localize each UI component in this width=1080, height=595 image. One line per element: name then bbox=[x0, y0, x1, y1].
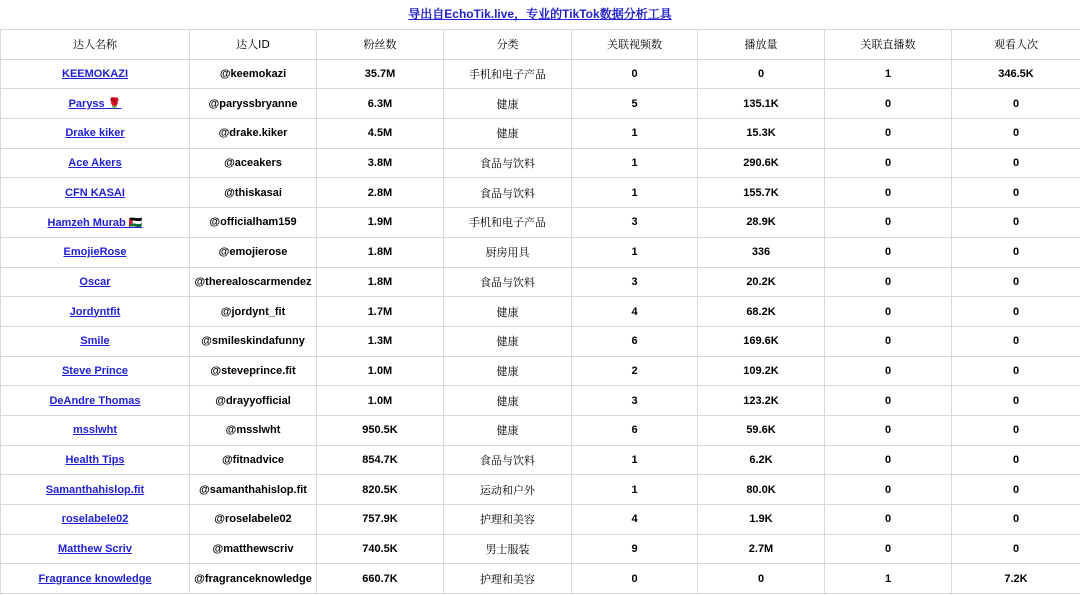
viewers-cell: 0 bbox=[952, 505, 1080, 535]
table-row bbox=[1, 564, 1080, 594]
linked-lives-cell: 0 bbox=[825, 119, 952, 149]
category-cell: 健康 bbox=[444, 386, 572, 416]
creator-name-cell bbox=[1, 475, 190, 505]
header-linked-lives: 关联直播数 bbox=[825, 30, 952, 60]
linked-videos-cell: 2 bbox=[572, 356, 698, 386]
influencer-table bbox=[0, 29, 1080, 594]
export-banner bbox=[0, 0, 1080, 29]
followers-cell: 757.9K bbox=[317, 505, 444, 535]
creator-name-link[interactable]: Smile bbox=[80, 335, 110, 348]
header-creator-id: 达人ID bbox=[190, 30, 317, 60]
creator-id-cell: @fragranceknowledge bbox=[190, 564, 317, 594]
creator-name-link[interactable]: roselabele02 bbox=[61, 513, 129, 526]
creator-name-cell bbox=[1, 445, 190, 475]
followers-cell: 1.8M bbox=[317, 237, 444, 267]
viewers-cell: 0 bbox=[952, 148, 1080, 178]
creator-id-cell: @keemokazi bbox=[190, 59, 317, 89]
creator-name-cell bbox=[1, 564, 190, 594]
linked-videos-cell: 0 bbox=[572, 564, 698, 594]
plays-cell: 28.9K bbox=[698, 208, 825, 238]
table-row bbox=[1, 445, 1080, 475]
followers-cell: 1.9M bbox=[317, 208, 444, 238]
banner-brand: TikTok bbox=[562, 7, 600, 21]
followers-cell: 854.7K bbox=[317, 445, 444, 475]
header-linked-videos: 关联视频数 bbox=[572, 30, 698, 60]
table-row bbox=[1, 267, 1080, 297]
header-category: 分类 bbox=[444, 30, 572, 60]
table-row bbox=[1, 386, 1080, 416]
viewers-cell: 346.5K bbox=[952, 59, 1080, 89]
creator-id-cell: @thiskasai bbox=[190, 178, 317, 208]
creator-id-cell: @emojierose bbox=[190, 237, 317, 267]
linked-lives-cell: 0 bbox=[825, 89, 952, 119]
linked-lives-cell: 0 bbox=[825, 237, 952, 267]
creator-id-cell: @samanthahislop.fit bbox=[190, 475, 317, 505]
linked-videos-cell: 3 bbox=[572, 267, 698, 297]
linked-videos-cell: 3 bbox=[572, 386, 698, 416]
creator-name-link[interactable]: EmojieRose bbox=[63, 246, 127, 259]
header-viewers: 观看人次 bbox=[952, 30, 1080, 60]
creator-id-cell: @therealoscarmendez bbox=[190, 267, 317, 297]
linked-videos-cell: 1 bbox=[572, 119, 698, 149]
plays-cell: 2.7M bbox=[698, 534, 825, 564]
category-cell: 食品与饮料 bbox=[444, 445, 572, 475]
viewers-cell: 0 bbox=[952, 386, 1080, 416]
creator-name-link[interactable]: Steve Prince bbox=[61, 364, 129, 377]
linked-videos-cell: 5 bbox=[572, 89, 698, 119]
creator-id-cell: @paryssbryanne bbox=[190, 89, 317, 119]
table-row bbox=[1, 208, 1080, 238]
plays-cell: 80.0K bbox=[698, 475, 825, 505]
creator-name-cell bbox=[1, 59, 190, 89]
linked-videos-cell: 4 bbox=[572, 505, 698, 535]
plays-cell: 155.7K bbox=[698, 178, 825, 208]
linked-videos-cell: 3 bbox=[572, 208, 698, 238]
plays-cell: 336 bbox=[698, 237, 825, 267]
category-cell: 健康 bbox=[444, 89, 572, 119]
creator-name-cell bbox=[1, 237, 190, 267]
linked-lives-cell: 0 bbox=[825, 505, 952, 535]
banner-site: EchoTik.live bbox=[444, 7, 515, 21]
creator-name-link[interactable]: msslwht bbox=[72, 424, 117, 437]
viewers-cell: 0 bbox=[952, 415, 1080, 445]
followers-cell: 4.5M bbox=[317, 119, 444, 149]
category-cell: 手机和电子产品 bbox=[444, 59, 572, 89]
echotik-link[interactable] bbox=[408, 7, 671, 21]
creator-name-cell bbox=[1, 356, 190, 386]
header-followers: 粉丝数 bbox=[317, 30, 444, 60]
followers-cell: 35.7M bbox=[317, 59, 444, 89]
creator-name-cell bbox=[1, 89, 190, 119]
category-cell: 健康 bbox=[444, 297, 572, 327]
linked-lives-cell: 1 bbox=[825, 59, 952, 89]
creator-id-cell: @drayyofficial bbox=[190, 386, 317, 416]
plays-cell: 169.6K bbox=[698, 326, 825, 356]
table-row bbox=[1, 326, 1080, 356]
followers-cell: 6.3M bbox=[317, 89, 444, 119]
table-row bbox=[1, 119, 1080, 149]
followers-cell: 1.7M bbox=[317, 297, 444, 327]
category-cell: 健康 bbox=[444, 119, 572, 149]
banner-suffix: 数据分析工具 bbox=[599, 7, 672, 21]
viewers-cell: 0 bbox=[952, 534, 1080, 564]
creator-name-link[interactable]: Ace Akers bbox=[68, 157, 122, 170]
followers-cell: 2.8M bbox=[317, 178, 444, 208]
linked-lives-cell: 0 bbox=[825, 267, 952, 297]
viewers-cell: 0 bbox=[952, 208, 1080, 238]
linked-videos-cell: 0 bbox=[572, 59, 698, 89]
linked-videos-cell: 4 bbox=[572, 297, 698, 327]
category-cell: 健康 bbox=[444, 356, 572, 386]
creator-name-cell bbox=[1, 326, 190, 356]
plays-cell: 15.3K bbox=[698, 119, 825, 149]
linked-videos-cell: 1 bbox=[572, 178, 698, 208]
creator-name-link[interactable]: Oscar bbox=[79, 275, 111, 288]
creator-name-link[interactable]: DeAndre Thomas bbox=[49, 394, 141, 407]
creator-name-cell bbox=[1, 119, 190, 149]
category-cell: 手机和电子产品 bbox=[444, 208, 572, 238]
category-cell: 护理和美容 bbox=[444, 505, 572, 535]
creator-id-cell: @steveprince.fit bbox=[190, 356, 317, 386]
table-row bbox=[1, 415, 1080, 445]
category-cell: 护理和美容 bbox=[444, 564, 572, 594]
header-creator-name: 达人名称 bbox=[1, 30, 190, 60]
linked-lives-cell: 0 bbox=[825, 534, 952, 564]
table-row bbox=[1, 297, 1080, 327]
creator-id-cell: @roselabele02 bbox=[190, 505, 317, 535]
plays-cell: 68.2K bbox=[698, 297, 825, 327]
linked-lives-cell: 0 bbox=[825, 386, 952, 416]
viewers-cell: 0 bbox=[952, 178, 1080, 208]
linked-lives-cell: 0 bbox=[825, 148, 952, 178]
viewers-cell: 0 bbox=[952, 356, 1080, 386]
creator-name-cell bbox=[1, 267, 190, 297]
category-cell: 健康 bbox=[444, 326, 572, 356]
table-row bbox=[1, 356, 1080, 386]
plays-cell: 135.1K bbox=[698, 89, 825, 119]
followers-cell: 660.7K bbox=[317, 564, 444, 594]
table-row bbox=[1, 237, 1080, 267]
linked-lives-cell: 0 bbox=[825, 356, 952, 386]
category-cell: 厨房用具 bbox=[444, 237, 572, 267]
creator-name-link[interactable]: Jordyntfit bbox=[69, 305, 121, 318]
creator-name-cell bbox=[1, 297, 190, 327]
viewers-cell: 0 bbox=[952, 119, 1080, 149]
linked-lives-cell: 0 bbox=[825, 415, 952, 445]
viewers-cell: 7.2K bbox=[952, 564, 1080, 594]
linked-lives-cell: 0 bbox=[825, 445, 952, 475]
creator-name-link[interactable]: CFN KASAI bbox=[65, 186, 125, 199]
table-header-row bbox=[1, 30, 1080, 60]
table-body bbox=[1, 59, 1080, 593]
linked-videos-cell: 6 bbox=[572, 415, 698, 445]
viewers-cell: 0 bbox=[952, 237, 1080, 267]
plays-cell: 1.9K bbox=[698, 505, 825, 535]
viewers-cell: 0 bbox=[952, 475, 1080, 505]
category-cell: 健康 bbox=[444, 415, 572, 445]
table-row bbox=[1, 534, 1080, 564]
banner-prefix: 导出自 bbox=[408, 7, 445, 21]
creator-name-link[interactable]: Paryss 🌹 bbox=[68, 98, 122, 111]
category-cell: 食品与饮料 bbox=[444, 148, 572, 178]
creator-name-link[interactable]: Fragrance knowledge bbox=[38, 572, 152, 585]
category-cell: 运动和户外 bbox=[444, 475, 572, 505]
creator-id-cell: @smileskindafunny bbox=[190, 326, 317, 356]
table-row bbox=[1, 59, 1080, 89]
plays-cell: 6.2K bbox=[698, 445, 825, 475]
viewers-cell: 0 bbox=[952, 267, 1080, 297]
creator-name-cell bbox=[1, 534, 190, 564]
viewers-cell: 0 bbox=[952, 326, 1080, 356]
category-cell: 男士服装 bbox=[444, 534, 572, 564]
linked-lives-cell: 0 bbox=[825, 475, 952, 505]
creator-name-link[interactable]: Hamzeh Murab 🇵🇸 bbox=[47, 216, 143, 229]
viewers-cell: 0 bbox=[952, 297, 1080, 327]
viewers-cell: 0 bbox=[952, 445, 1080, 475]
followers-cell: 820.5K bbox=[317, 475, 444, 505]
linked-videos-cell: 1 bbox=[572, 148, 698, 178]
category-cell: 食品与饮料 bbox=[444, 178, 572, 208]
linked-lives-cell: 0 bbox=[825, 178, 952, 208]
linked-videos-cell: 1 bbox=[572, 475, 698, 505]
followers-cell: 1.3M bbox=[317, 326, 444, 356]
linked-lives-cell: 0 bbox=[825, 208, 952, 238]
followers-cell: 1.0M bbox=[317, 386, 444, 416]
creator-name-link[interactable]: Drake kiker bbox=[65, 127, 125, 140]
linked-videos-cell: 9 bbox=[572, 534, 698, 564]
table-row bbox=[1, 178, 1080, 208]
creator-id-cell: @jordynt_fit bbox=[190, 297, 317, 327]
creator-name-cell bbox=[1, 148, 190, 178]
creator-id-cell: @msslwht bbox=[190, 415, 317, 445]
linked-lives-cell: 0 bbox=[825, 326, 952, 356]
creator-id-cell: @matthewscriv bbox=[190, 534, 317, 564]
followers-cell: 1.0M bbox=[317, 356, 444, 386]
creator-id-cell: @officialham159 bbox=[190, 208, 317, 238]
creator-id-cell: @fitnadvice bbox=[190, 445, 317, 475]
creator-name-link[interactable]: KEEMOKAZI bbox=[62, 68, 128, 81]
plays-cell: 0 bbox=[698, 59, 825, 89]
plays-cell: 59.6K bbox=[698, 415, 825, 445]
viewers-cell: 0 bbox=[952, 89, 1080, 119]
followers-cell: 950.5K bbox=[317, 415, 444, 445]
table-row bbox=[1, 89, 1080, 119]
creator-name-link[interactable]: Health Tips bbox=[65, 453, 125, 466]
linked-lives-cell: 1 bbox=[825, 564, 952, 594]
creator-name-link[interactable]: Samanthahislop.fit bbox=[45, 483, 145, 496]
followers-cell: 740.5K bbox=[317, 534, 444, 564]
plays-cell: 123.2K bbox=[698, 386, 825, 416]
creator-name-link[interactable]: Matthew Scriv bbox=[58, 543, 132, 556]
category-cell: 食品与饮料 bbox=[444, 267, 572, 297]
plays-cell: 20.2K bbox=[698, 267, 825, 297]
plays-cell: 109.2K bbox=[698, 356, 825, 386]
followers-cell: 1.8M bbox=[317, 267, 444, 297]
banner-middle: ，专业的 bbox=[514, 7, 563, 21]
creator-id-cell: @aceakers bbox=[190, 148, 317, 178]
creator-name-cell bbox=[1, 505, 190, 535]
creator-name-cell bbox=[1, 415, 190, 445]
linked-lives-cell: 0 bbox=[825, 297, 952, 327]
header-plays: 播放量 bbox=[698, 30, 825, 60]
linked-videos-cell: 1 bbox=[572, 445, 698, 475]
creator-name-cell bbox=[1, 178, 190, 208]
table-row bbox=[1, 505, 1080, 535]
creator-id-cell: @drake.kiker bbox=[190, 119, 317, 149]
table-row bbox=[1, 475, 1080, 505]
plays-cell: 0 bbox=[698, 564, 825, 594]
creator-name-cell bbox=[1, 386, 190, 416]
creator-name-cell bbox=[1, 208, 190, 238]
table-row bbox=[1, 148, 1080, 178]
followers-cell: 3.8M bbox=[317, 148, 444, 178]
linked-videos-cell: 1 bbox=[572, 237, 698, 267]
linked-videos-cell: 6 bbox=[572, 326, 698, 356]
plays-cell: 290.6K bbox=[698, 148, 825, 178]
